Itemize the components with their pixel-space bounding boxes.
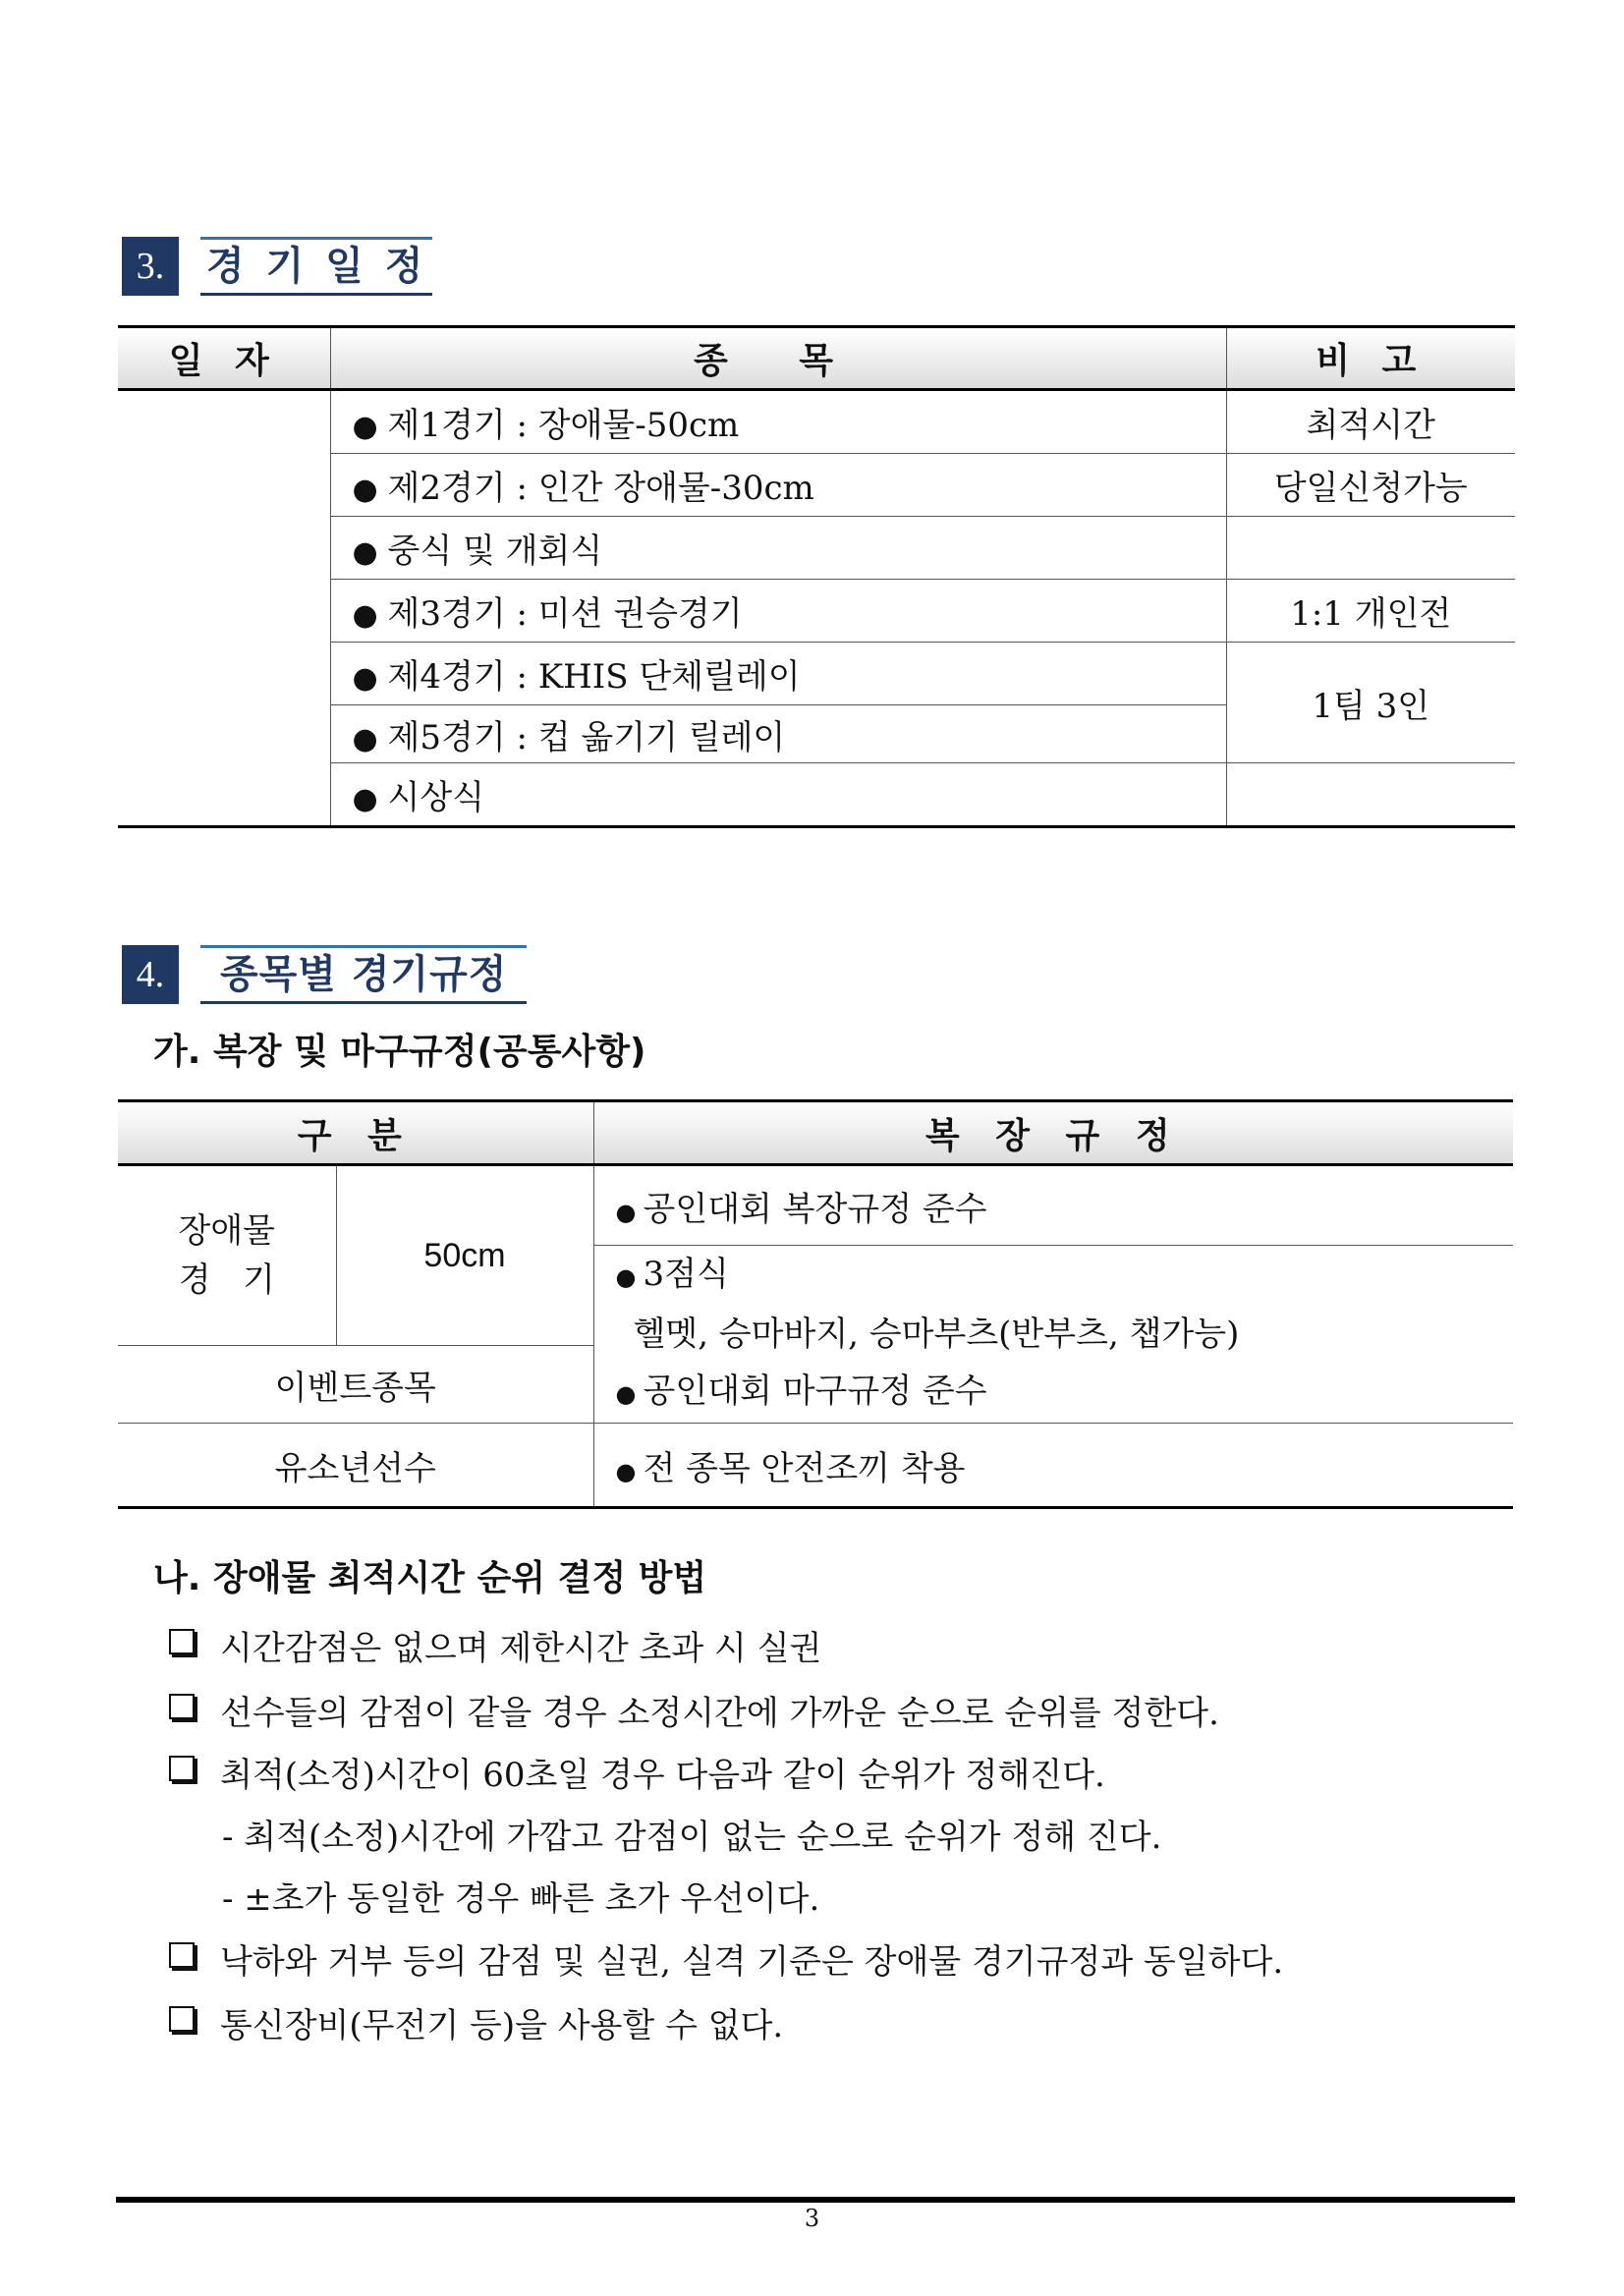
event-cell: [330, 454, 1226, 517]
category-event: 이벤트종목: [118, 1346, 593, 1424]
header-event: 종 목: [330, 327, 1226, 390]
category-jumping-line1: 장애물: [178, 1211, 276, 1251]
checkbox-square-icon: [169, 1694, 195, 1719]
footer-divider: [116, 2197, 1515, 2203]
event-text: 제2경기 : 인간 장애물-30cm: [387, 469, 814, 508]
section-title: 경 기 일 정: [200, 237, 432, 296]
header-rule: 복 장 규 정: [593, 1101, 1513, 1165]
subsection-a-title: 가. 복장 및 마구규정(공통사항): [153, 1032, 646, 1072]
header-category: 구 분: [118, 1101, 593, 1165]
rule-item-text: 낙하와 거부 등의 감점 및 실권, 실격 기준은 장애물 경기규정과 동일하다.: [220, 1942, 1284, 1982]
event-text: 제3경기 : 미션 권승경기: [387, 594, 743, 634]
category-jumping: [118, 1165, 336, 1346]
section-number: 3.: [122, 237, 179, 296]
category-height: 50cm: [336, 1165, 593, 1346]
rule-item-text: 최적(소정)시간이 60초일 경우 다음과 같이 순위가 정해진다.: [220, 1756, 1105, 1795]
header-note: 비 고: [1226, 327, 1515, 390]
table-row: [118, 390, 1515, 454]
category-jumping-line2: 경 기: [178, 1260, 275, 1300]
note-cell: 1팀 3인: [1226, 643, 1515, 763]
bullet: ●: [352, 410, 378, 444]
event-cell: [330, 705, 1226, 763]
subsection-b-title: 나. 장애물 최적시간 순위 결정 방법: [153, 1558, 707, 1598]
rule-text: 전 종목 안전조끼 착용: [643, 1448, 966, 1488]
rule-item-text: 시간감점은 없으며 제한시간 초과 시 실권: [220, 1629, 822, 1668]
section-3-heading: [122, 237, 515, 296]
header-date: 일 자: [118, 327, 330, 390]
page-number: 3: [804, 2205, 820, 2232]
section-4-heading: [122, 945, 613, 1004]
bullet: ●: [352, 721, 378, 756]
rule-cell-group: [593, 1246, 1513, 1424]
dash-item: - ±초가 동일한 경우 빠른 초가 우선이다.: [222, 1879, 820, 1919]
bullet: ●: [352, 535, 378, 570]
event-text: 시상식: [387, 778, 485, 817]
event-cell: [330, 643, 1226, 705]
bullet: ●: [352, 473, 378, 507]
rule-line: [616, 1246, 1514, 1306]
checkbox-square-icon: [169, 1942, 195, 1968]
note-cell: 당일신청가능: [1226, 454, 1515, 517]
rule-item-text: 선수들의 감점이 같을 경우 소정시간에 가까운 순으로 순위를 정한다.: [220, 1694, 1219, 1733]
rule-item-text: 통신장비(무전기 등)을 사용할 수 없다.: [220, 2006, 784, 2045]
schedule-header-row: [118, 327, 1515, 390]
bullet: ●: [615, 1198, 637, 1226]
checkbox-square-icon: [169, 2006, 195, 2032]
event-text: 제4경기 : KHIS 단체릴레이: [387, 657, 801, 697]
rule-text: 공인대회 복장규정 준수: [643, 1189, 987, 1229]
category-youth: 유소년선수: [118, 1424, 593, 1508]
kit-header-row: [118, 1101, 1513, 1165]
rule-text: 3점식: [643, 1255, 729, 1294]
rule-cell: [593, 1165, 1513, 1246]
event-cell: [330, 763, 1226, 827]
event-text: 제1경기 : 장애물-50cm: [387, 406, 740, 445]
note-cell: [1226, 517, 1515, 580]
schedule-table: [118, 325, 1515, 828]
rule-text: 공인대회 마구규정 준수: [643, 1372, 987, 1411]
rule-cell: [593, 1424, 1513, 1508]
checkbox-square-icon: [169, 1629, 195, 1654]
table-row: [118, 1165, 1513, 1246]
bullet: ●: [615, 1457, 637, 1485]
kit-rules-table: [118, 1099, 1513, 1509]
event-cell: [330, 517, 1226, 580]
date-cell: [118, 390, 330, 827]
rule-detail: 헬멧, 승마바지, 승마부츠(반부츠, 챕가능): [633, 1315, 1240, 1354]
bullet: ●: [352, 598, 378, 633]
dash-item: - 최적(소정)시간에 가깝고 감점이 없는 순으로 순위가 정해 진다.: [222, 1818, 1162, 1857]
event-text: 제5경기 : 컵 옮기기 릴레이: [387, 717, 786, 757]
section-title: 종목별 경기규정: [200, 945, 527, 1004]
note-cell: 최적시간: [1226, 390, 1515, 454]
checkbox-square-icon: [169, 1756, 195, 1781]
bullet: ●: [615, 1380, 637, 1408]
note-cell: 1:1 개인전: [1226, 580, 1515, 643]
rule-line: [616, 1363, 1514, 1423]
event-text: 중식 및 개회식: [387, 532, 603, 571]
event-cell: [330, 390, 1226, 454]
event-cell: [330, 580, 1226, 643]
section-number: 4.: [122, 945, 179, 1004]
bullet: ●: [352, 661, 378, 696]
table-row: [118, 1424, 1513, 1508]
bullet: ●: [352, 782, 378, 816]
note-cell: [1226, 763, 1515, 827]
bullet: ●: [615, 1263, 637, 1291]
